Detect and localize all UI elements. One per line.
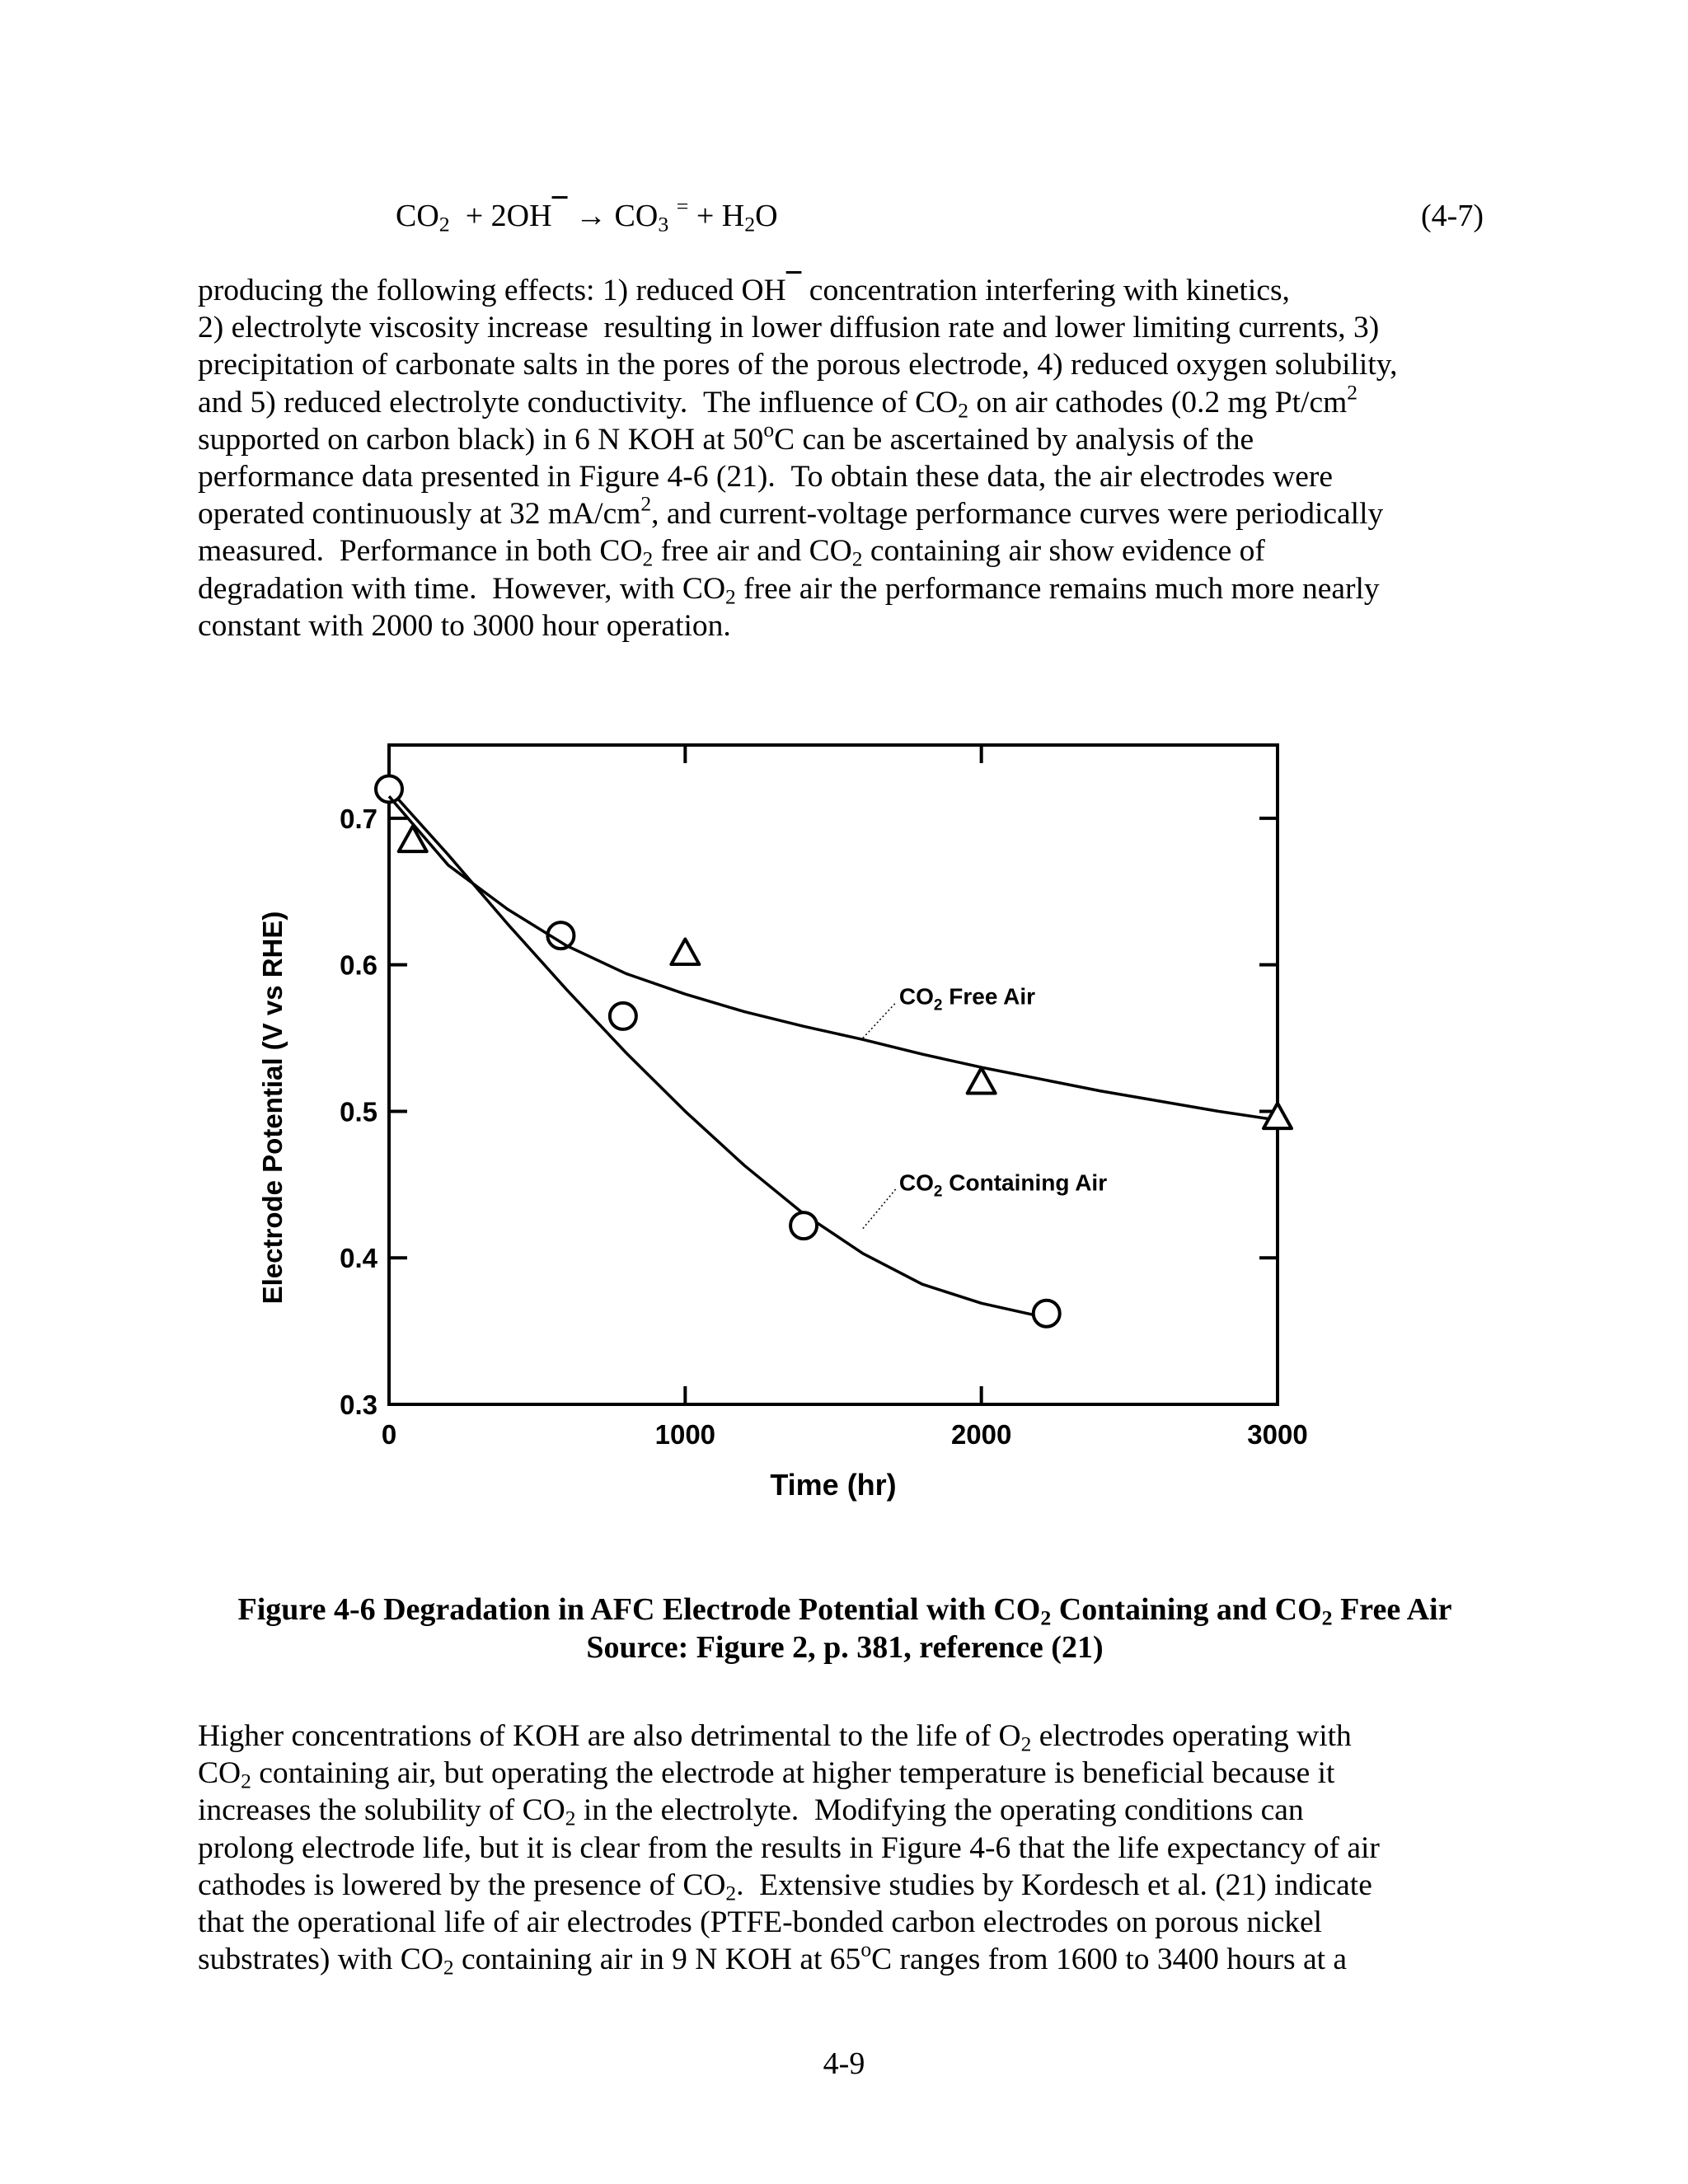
text-line: constant with 2000 to 3000 hour operation. [198,608,731,643]
x-tick-label: 1000 [654,1419,716,1450]
y-tick-label: 0.7 [340,803,377,834]
data-point-triangle [671,939,699,964]
y-tick-label: 0.6 [340,949,377,981]
series-line [389,789,1041,1316]
text-line: operated continuously at 32 $mA/cm^2$, and current-voltage performance curves were periodically [198,491,1384,532]
paragraph-koh-effects [198,1718,1492,1978]
text-line: performance data presented in Figure 4-6 (21). To obtain these data, the air electrodes were [198,460,1334,494]
series-label: $CO_2$ Containing Air [898,1169,1108,1201]
series-label-leader [863,1003,896,1038]
caption-title: Figure 4-6 Degradation in AFC Electrode Potential with $CO_2$ Containing and $CO_2$ Free Air [237,1592,1452,1630]
y-tick-label: 0.4 [340,1243,377,1274]
x-axis-label: Time (hr) [770,1468,897,1502]
data-point-circle [790,1212,817,1239]
text-line: precipitation of carbonate salts in the pores of the porous electrode, 4) reduced oxygen solubility, [198,348,1398,382]
series-label: $CO_2$ Free Air [898,983,1036,1015]
text-line: 2) electrolyte viscosity increase resulting in lower diffusion rate and lower limiting currents, 3) [198,311,1380,345]
data-point-circle [1034,1301,1060,1327]
equation-number: (4-7) [1421,199,1484,233]
caption-source: Source: Figure 2, p. 381, reference (21) [586,1630,1104,1665]
series-line [389,796,1278,1120]
x-tick-label: 2000 [950,1419,1012,1450]
text-line: Higher concentrations of KOH are also detrimental to the life of $O_2$ electrodes operating with [198,1719,1352,1756]
text-line: prolong electrode life, but it is clear from the results in Figure 4-6 that the life expectancy of air [198,1830,1380,1865]
data-point-triangle [399,827,427,852]
data-point-triangle [968,1068,996,1094]
paragraph-co2-effects [198,272,1492,644]
equation-body: $CO_2 + 2OH \to CO_3$ $^= + H_2O$ [396,194,778,237]
y-tick-label: 0.3 [340,1390,377,1420]
text-line: producing the following effects: 1) reduced OH concentration interfering with kinetics, [198,274,1290,307]
text-line: that the operational life of air electrodes (PTFE-bonded carbon electrodes on porous nickel [198,1905,1323,1940]
data-point-circle [610,1003,636,1029]
plot-area [257,745,1308,1502]
x-tick-label: 3000 [1247,1419,1308,1450]
text-line: and 5) reduced electrolyte conductivity. The influence of $CO_2$ on air cathodes (0.2 mg $Pt/cm^2$ [198,380,1358,422]
text-line: cathodes is lowered by the presence of $CO_2$. Extensive studies by Kordesch et al. (21) indicate [198,1868,1372,1905]
y-tick-label: 0.5 [340,1096,377,1127]
degradation-chart [247,725,1352,1533]
page-number: 4-9 [823,2046,865,2081]
y-axis-label: Electrode Potential (V vs RHE) [257,911,288,1305]
data-point-triangle [1264,1104,1292,1129]
text-line: measured. Performance in both $CO_2$ free air and $CO_2$ containing air show evidence of [198,534,1265,571]
text-line: $CO_2$ containing air, but operating the electrode at higher temperature is beneficial because it [198,1756,1335,1793]
text-line: increases the solubility of $CO_2$ in the electrolyte. Modifying the operating conditions can [198,1793,1304,1830]
text-line: supported on carbon black) in 6 N KOH at 50$^o$C can be ascertained by analysis of the [198,417,1254,457]
series-label-leader [863,1189,896,1229]
plot-frame [389,745,1278,1404]
text-line: degradation with time. However, with $CO_2$ free air the performance remains much more nearly [198,571,1380,608]
x-tick-label: 0 [381,1419,397,1450]
text-line: substrates) with $CO_2$ containing air in 9 N KOH at 65$^o$C ranges from 1600 to 3400 hours at a [198,1937,1348,1980]
figure-caption [165,1591,1525,1666]
